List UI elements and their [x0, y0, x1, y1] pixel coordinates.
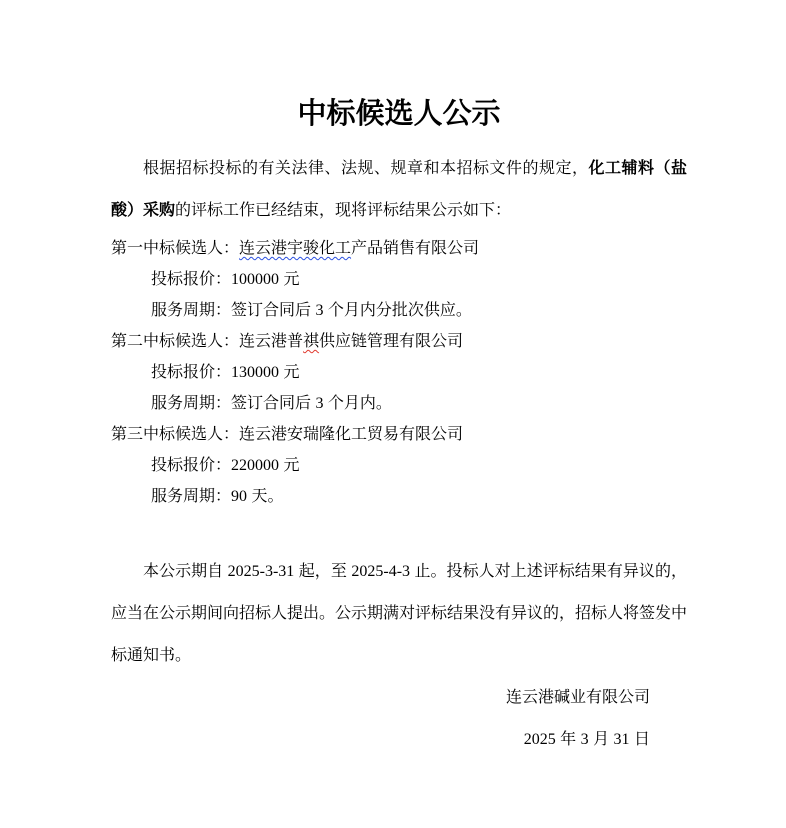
signature-date-year-unit: 年	[555, 731, 581, 748]
signature-date-month: 3	[580, 731, 589, 748]
intro-paragraph	[111, 148, 687, 232]
candidate-2-company-pre: 连云港普	[239, 333, 304, 350]
notice-pre-text: 本公示期自	[143, 563, 228, 580]
intro-subject-bold: 化工辅料（盐酸）采购	[111, 160, 687, 219]
candidate-3-period-row	[111, 481, 687, 512]
candidate-2-company-marked: 祺	[303, 333, 320, 350]
signature-date-day-unit: 日	[629, 731, 650, 748]
signature-block	[111, 677, 687, 761]
signature-date-day: 31	[613, 731, 630, 748]
candidate-1-period-label: 服务周期：	[151, 302, 232, 319]
intro-tail-text: 的评标工作已经结束，现将评标结果公示如下：	[175, 202, 512, 219]
candidate-2-price-row	[111, 357, 687, 388]
candidate-2-price-unit: 元	[279, 364, 300, 381]
candidate-1-name-row	[111, 233, 687, 264]
candidate-3-period-num: 90	[231, 488, 248, 505]
candidate-1-price-unit: 元	[279, 271, 300, 288]
candidate-3-price-row	[111, 450, 687, 481]
candidate-1-period-post: 个月内分批次供应。	[323, 302, 472, 319]
candidate-1-period-pre: 签订合同后	[231, 302, 316, 319]
signature-date-year: 2025	[523, 731, 556, 748]
candidate-list	[111, 233, 687, 512]
candidate-2-rank-label: 第二中标候选人：	[111, 333, 240, 350]
candidate-1-rank-label: 第一中标候选人：	[111, 240, 240, 257]
notice-mid-text: 起，至	[294, 563, 352, 580]
candidate-2-price-amount: 130000	[231, 364, 280, 381]
intro-lead-text: 根据招标投标的有关法律、法规、规章和本招标文件的规定，	[143, 160, 589, 177]
candidate-1-price-label: 投标报价：	[151, 271, 232, 288]
candidate-1-period-row	[111, 295, 687, 326]
candidate-1-company-rest: 产品销售有限公司	[351, 240, 480, 257]
candidate-3-name-row	[111, 419, 687, 450]
candidate-2-period-row	[111, 388, 687, 419]
candidate-2-period-num: 3	[315, 395, 324, 412]
candidate-1-price-amount: 100000	[231, 271, 280, 288]
notice-date-to: 2025-4-3	[351, 563, 411, 580]
page-title: 中标候选人公示	[297, 98, 501, 130]
candidate-3-price-amount: 220000	[231, 457, 280, 474]
candidate-1-price-row	[111, 264, 687, 295]
signature-date-month-unit: 月	[588, 731, 614, 748]
notice-post-text: 止。投标人对上述评标结果有异议的，应当在公示期间向招标人提出。公示期满对评标结果没有异议的，招标人将签发中标通知书。	[111, 563, 688, 664]
notice-paragraph	[111, 551, 687, 677]
notice-date-from: 2025-3-31	[227, 563, 295, 580]
candidate-3-period-label: 服务周期：	[151, 488, 232, 505]
candidate-2-period-pre: 签订合同后	[231, 395, 316, 412]
candidate-3-price-unit: 元	[279, 457, 300, 474]
candidate-1-period-num: 3	[315, 302, 324, 319]
candidate-3-company-pre: 连云港安瑞隆化工贸易有限公司	[239, 426, 464, 443]
candidate-2-price-label: 投标报价：	[151, 364, 232, 381]
candidate-2-name-row	[111, 326, 687, 357]
signature-company: 连云港碱业有限公司	[505, 689, 650, 706]
candidate-2-period-label: 服务周期：	[151, 395, 232, 412]
candidate-2-company-rest: 供应链管理有限公司	[319, 333, 464, 350]
candidate-3-price-label: 投标报价：	[151, 457, 232, 474]
candidate-2-period-post: 个月内。	[323, 395, 392, 412]
candidate-3-period-post: 天。	[247, 488, 284, 505]
candidate-1-company-marked: 连云港宇骏化工	[239, 240, 352, 257]
signature-date	[111, 719, 650, 761]
candidate-3-rank-label: 第三中标候选人：	[111, 426, 240, 443]
